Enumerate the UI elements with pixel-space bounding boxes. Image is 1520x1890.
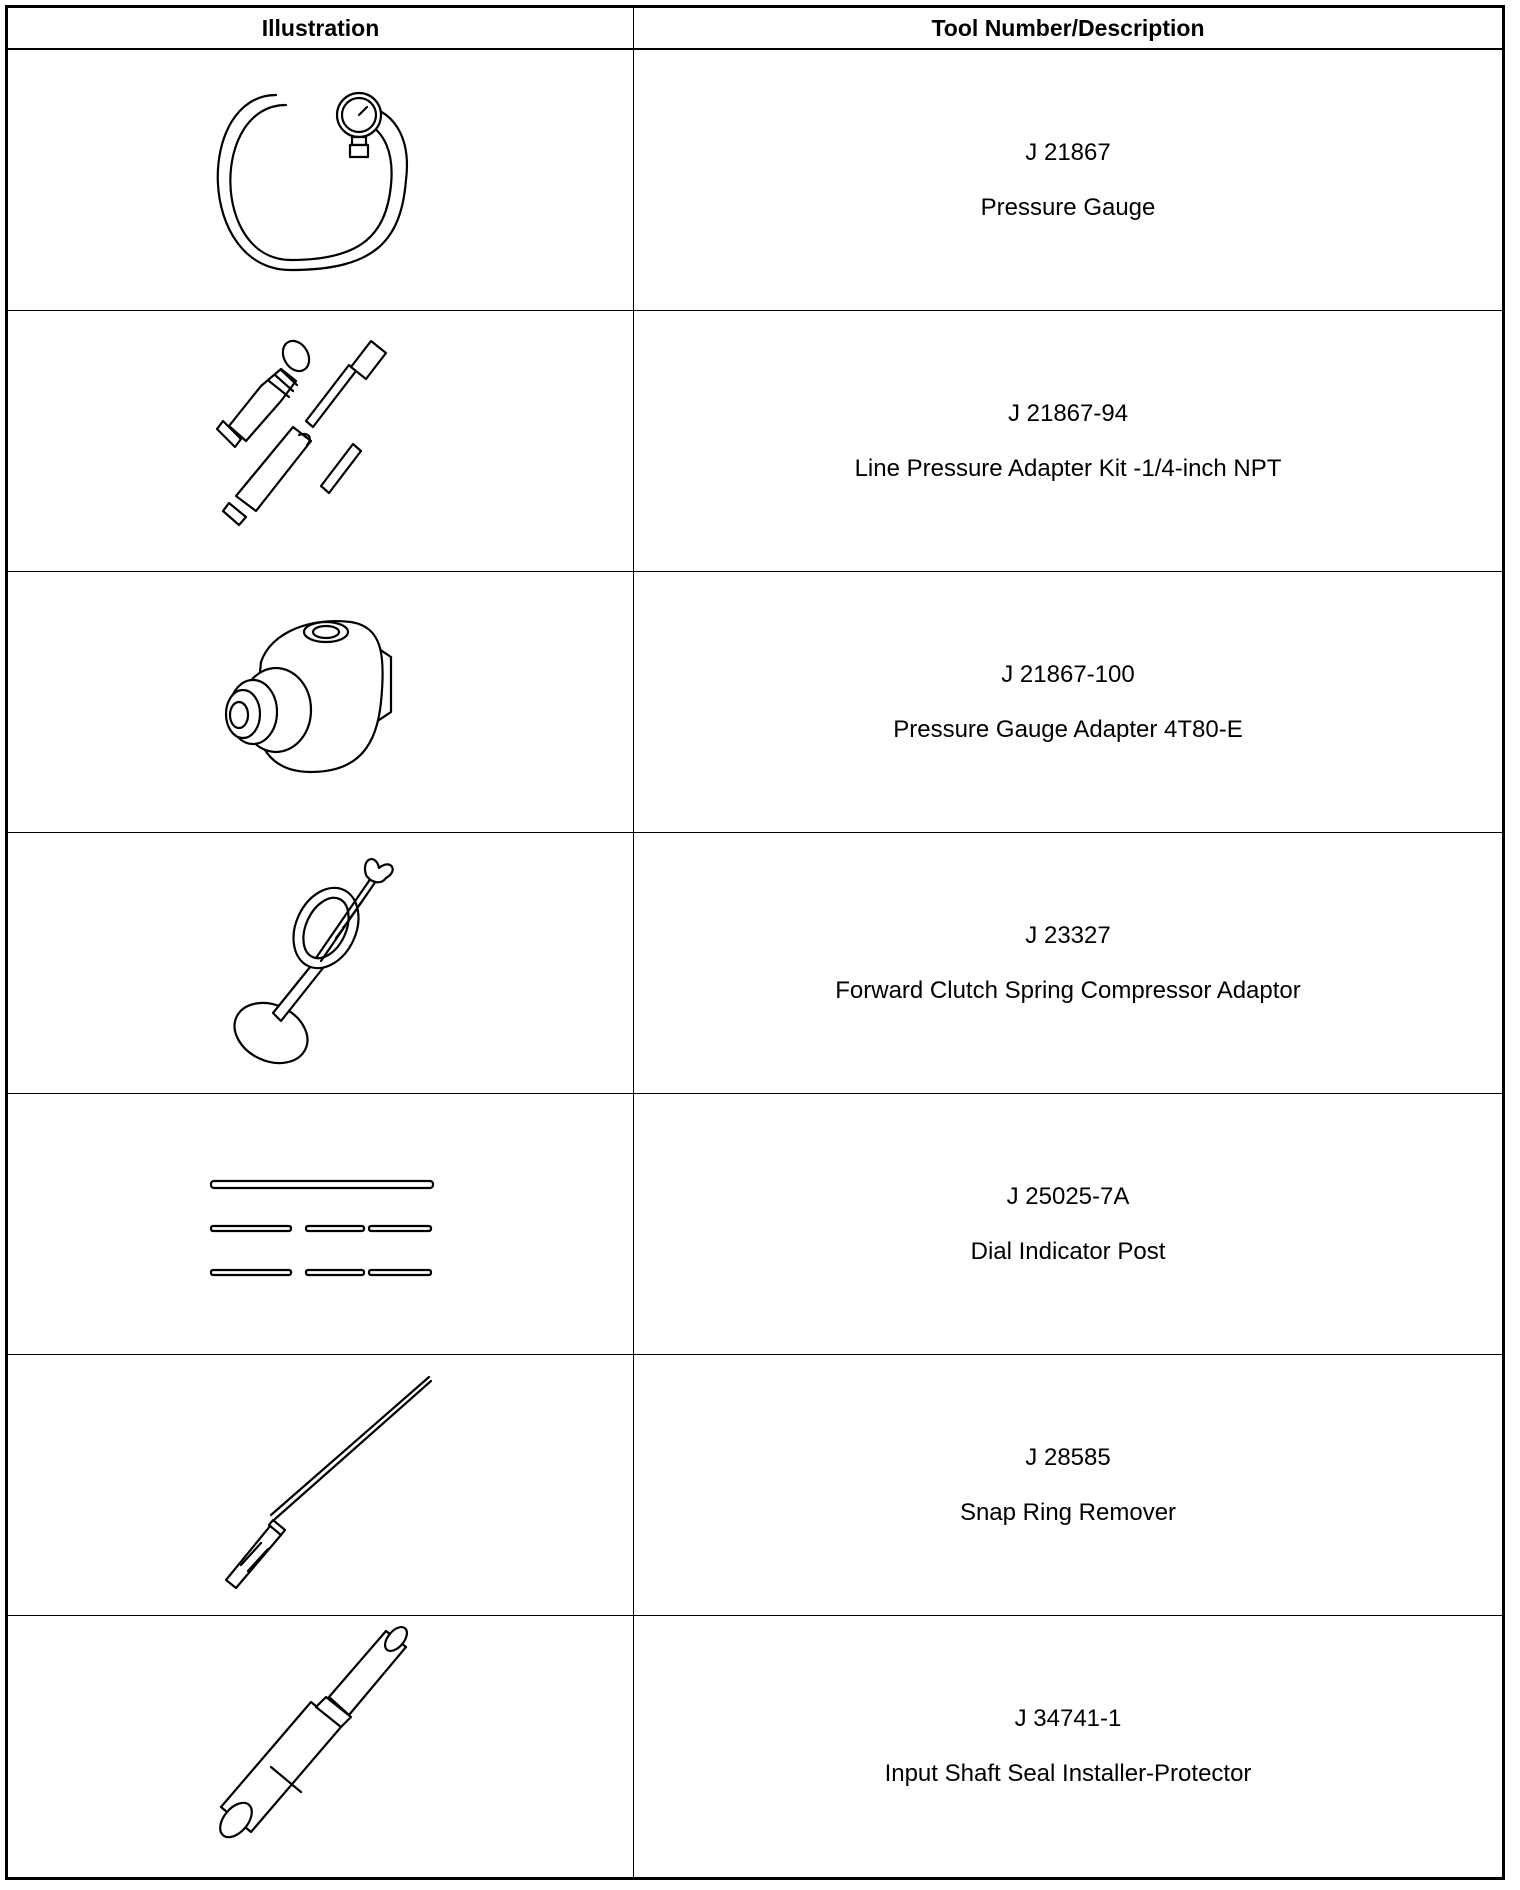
illustration-cell	[8, 572, 634, 833]
spring-compressor-icon	[201, 853, 441, 1073]
illustration-cell	[8, 311, 634, 572]
tool-description-cell	[634, 1616, 1502, 1877]
tool-number: J 21867	[1025, 138, 1111, 166]
adapter-kit-icon	[201, 331, 441, 551]
dial-indicator-post-icon	[201, 1114, 441, 1334]
header-illustration: Illustration	[8, 8, 634, 50]
tool-number: J 23327	[1025, 921, 1111, 949]
header-tool-number-description: Tool Number/Description	[634, 8, 1502, 50]
tool-description: Input Shaft Seal Installer-Protector	[884, 1760, 1252, 1787]
tool-number: J 28585	[1025, 1443, 1111, 1471]
tool-number: J 34741-1	[1014, 1705, 1122, 1732]
tool-number: J 21867-94	[1007, 399, 1129, 427]
tool-number: J 21867-100	[1001, 660, 1135, 688]
pressure-gauge-icon	[201, 70, 441, 290]
tool-description: Pressure Gauge	[980, 193, 1156, 221]
tool-description: Dial Indicator Post	[970, 1237, 1166, 1265]
tool-description-cell	[634, 1094, 1502, 1355]
tool-description-cell	[634, 311, 1502, 572]
tool-description-cell	[634, 572, 1502, 833]
illustration-cell	[8, 833, 634, 1094]
tool-description-cell	[634, 50, 1502, 311]
tool-description: Forward Clutch Spring Compressor Adaptor	[835, 976, 1301, 1004]
snap-ring-remover-icon	[201, 1375, 441, 1595]
illustration-cell	[8, 50, 634, 311]
illustration-cell	[8, 1355, 634, 1616]
tool-number: J 25025-7A	[1006, 1182, 1130, 1210]
illustration-cell	[8, 1094, 634, 1355]
tool-description: Snap Ring Remover	[959, 1498, 1177, 1526]
tool-description: Line Pressure Adapter Kit -1/4-inch NPT	[854, 454, 1282, 482]
tool-table	[5, 5, 1505, 1880]
seal-installer-icon	[201, 1637, 441, 1857]
tool-description-cell	[634, 1355, 1502, 1616]
gauge-adapter-icon	[201, 592, 441, 812]
illustration-cell	[8, 1616, 634, 1877]
tool-description: Pressure Gauge Adapter 4T80-E	[893, 715, 1243, 743]
tool-description-cell	[634, 833, 1502, 1094]
